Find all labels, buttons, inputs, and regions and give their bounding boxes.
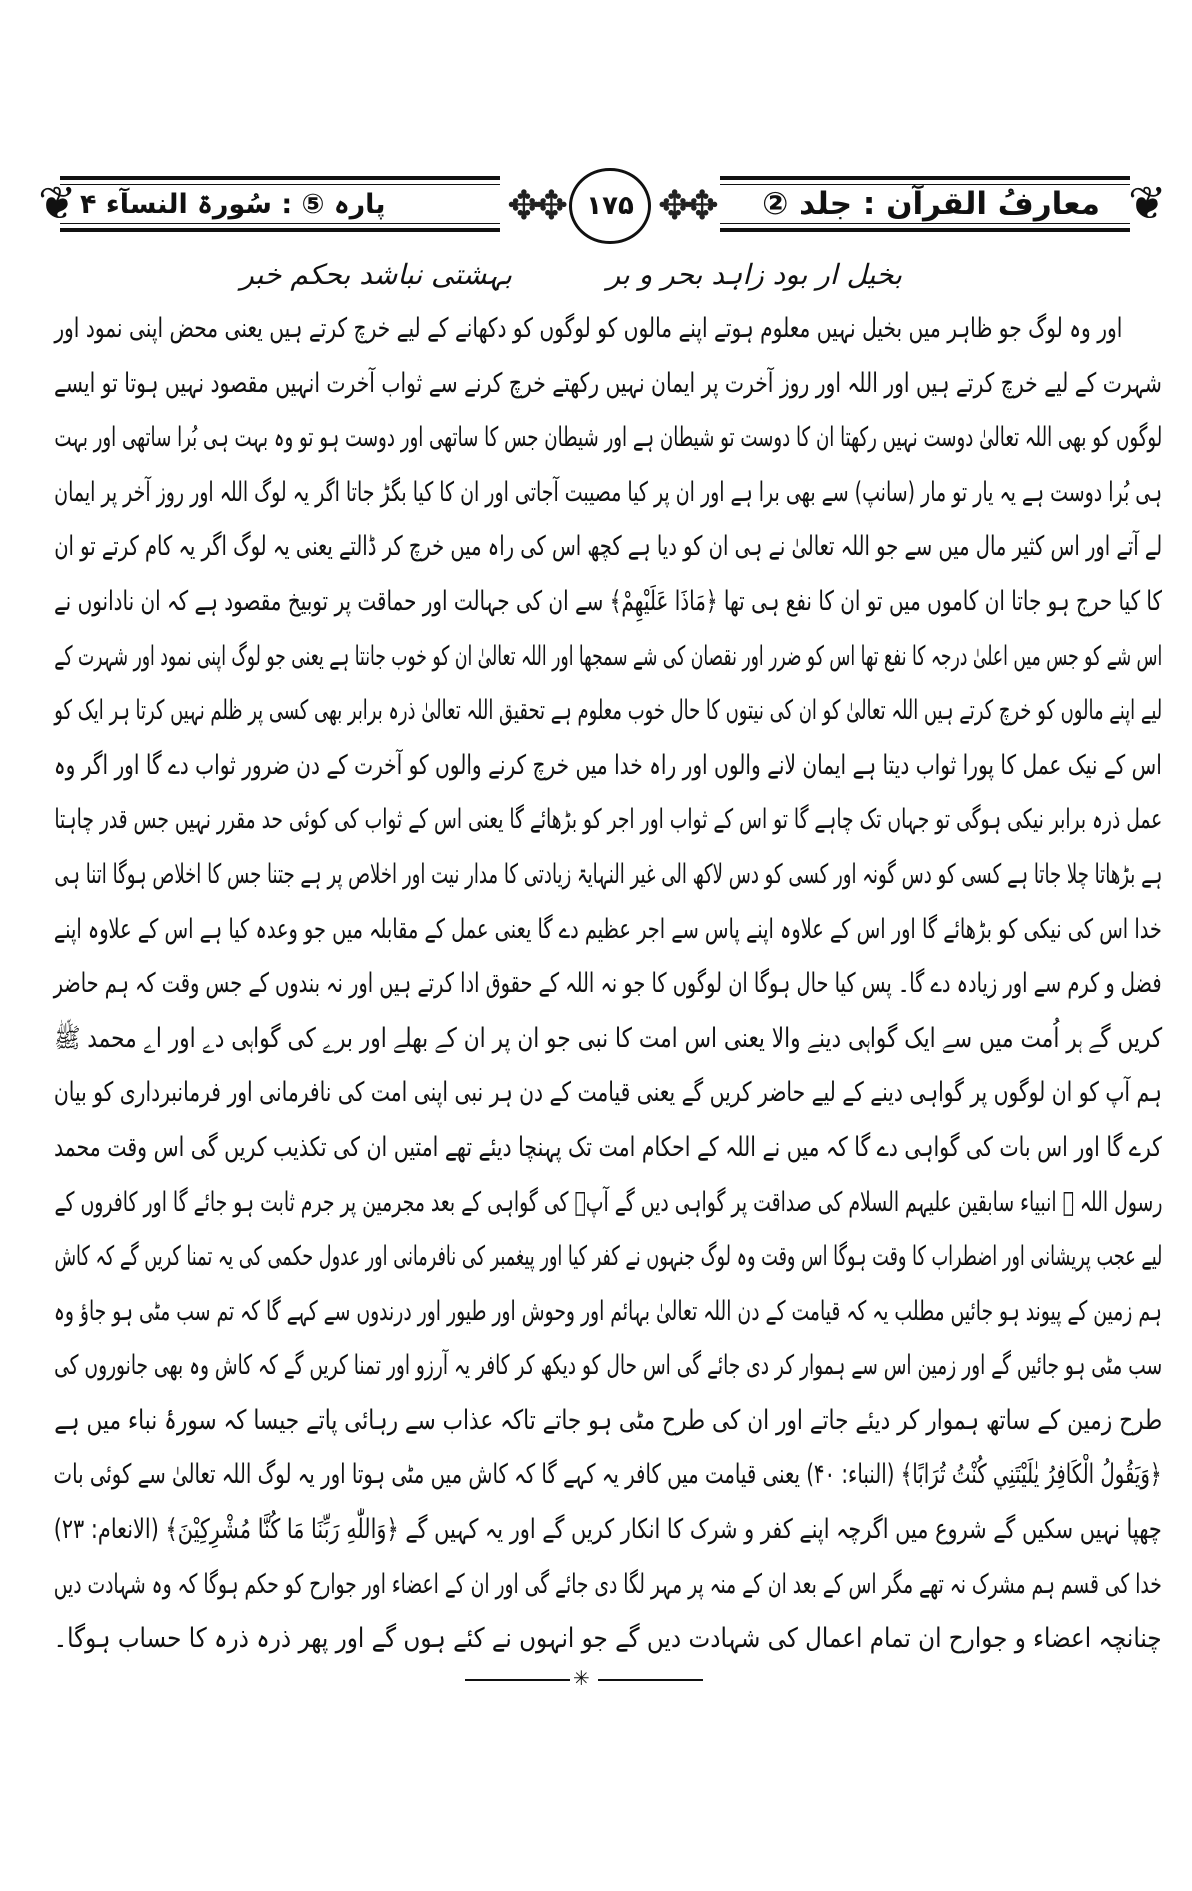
text-line-content: خدا اس کی نیکی کو بڑھائے گا اور اس کے علاوہ اپنے پاس سے اجر عظیم دے گا یعنی عمل کے مقابلہ میں جو وعدہ کیا ہے اس کے علاوہ اپنے [54, 913, 1162, 945]
body-text [54, 302, 1162, 1667]
text-line-content: کریں گے ہر اُمت میں سے ایک گواہی دینے والا یعنی اس امت کا نبی جو ان پر ان کے بھلے اور برے کی گواہی دے اور اے محمد ﷺ [54, 1022, 1162, 1054]
text-line [54, 575, 1162, 630]
text-line-content: کرے گا اور اس بات کی گواہی دے گا کہ میں نے اللہ کے احکام امت تک پہنچا دیئے تھے امتیں ان کی تکذیب کریں گی اس وقت محمد [54, 1131, 1162, 1163]
text-line-content: طرح زمین کے ساتھ ہموار کر دیئے جاتے اور ان کی طرح مٹی ہو جاتے تاکہ عذاب سے رہائی پاتے جیسا کہ سورۂ نباء میں ہے [54, 1404, 1162, 1436]
text-line [54, 357, 1162, 412]
text-line-content: چنانچہ اعضاء و جوارح ان تمام اعمال کی شہادت دیں گے جو انہوں نے کئے ہوں گے اور پھر ذرہ ذرہ کا حساب ہوگا۔ [54, 1623, 1162, 1655]
poetry-hemistich-1: بخیل ار بود زاہد بحر و بر [606, 258, 902, 291]
text-line-content: اور وہ لوگ جو ظاہر میں بخیل نہیں معلوم ہوتے اپنے مالوں کو لوگوں کو دکھانے کے لیے خرچ کرتے ہیں یعنی محض اپنی نمود اور [54, 313, 1122, 344]
text-line-content: لیے عجب پریشانی اور اضطراب کا وقت ہوگا اس وقت وہ لوگ جنہوں نے کفر کیا اور پیغمبر کی نافرمانی اور عدول حکمی کی یہ تمنا کریں گے کہ کاش [54, 1241, 1162, 1273]
poetry-hemistich-2: بہشتی نباشد بحکم خبر [240, 258, 512, 291]
text-line [54, 1176, 1162, 1231]
text-line [54, 1612, 1162, 1667]
text-line-content: لوگوں کو بھی اللہ تعالیٰ دوست نہیں رکھتا ان کا دوست تو شیطان ہے اور شیطان جس کا ساتھی اور دوست ہو تو وہ بہت ہی بُرا ساتھی اور بہت [54, 422, 1162, 454]
text-line-content: ﴿وَيَقُولُ الْكَافِرُ يٰلَيْتَنِي كُنْتُ تُرَابًا﴾ (النباء: ۴۰) یعنی قیامت میں کافر یہ کہے گا کہ کاش میں مٹی ہوتا اور یہ لوگ اللہ تعالیٰ سے کوئی بات [54, 1459, 1162, 1491]
header-section-label: پارہ ⑤ : سُورۃ النسآء ۴ [80, 188, 386, 220]
text-line [54, 1121, 1162, 1176]
text-line [54, 684, 1162, 739]
text-line-content: لے آتے اور اس کثیر مال میں سے جو اللہ تعالیٰ نے ہی ان کو دیا ہے کچھ اس کی راہ میں خرچ کر ڈالتے یعنی یہ لوگ اگر یہ کام کرتے تو ان [54, 531, 1162, 563]
header-left-ornament-icon: ❦ [38, 176, 77, 230]
text-line [54, 1285, 1162, 1340]
knot-ornament-icon: ✥✥ [507, 183, 563, 229]
text-line-content: کا کیا حرج ہو جاتا ان کاموں میں تو ان کا نفع ہی تھا ﴿مَاذَا عَلَيْهِمْ﴾ سے ان کی جہالت اور حماقت پر توبیخ مقصود ہے کہ ان نادانوں نے [54, 585, 1162, 617]
text-line [54, 302, 1162, 357]
text-line [54, 466, 1162, 521]
text-line [54, 739, 1162, 794]
text-line-content: ہے بڑھاتا چلا جاتا ہے کسی کو دس گونہ اور کسی کو دس لاکھ الی غیر النہایۃ زیادتی کا مدار نیت اور اخلاص پر ہے جتنا جس کا اخلاص ہوگا اتنا ہی [54, 858, 1162, 890]
text-line [54, 1012, 1162, 1067]
text-line-content: چھپا نہیں سکیں گے شروع میں اگرچہ اپنے کفر و شرک کا انکار کریں گے اور یہ کہیں گے ﴿وَاللّٰهِ رَبِّنَا مَا كُنَّا مُشْرِكِيْنَ﴾ (الانعام: ۲۳) [54, 1514, 1162, 1546]
text-line [54, 903, 1162, 958]
text-line [54, 1503, 1162, 1558]
text-line [54, 1066, 1162, 1121]
header-right-ornament-icon: ❦ [1128, 176, 1167, 230]
text-line-content: عمل ذرہ برابر نیکی ہوگی تو جہاں تک چاہے گا تو اس کے ثواب اور اجر کو بڑھائے گا یعنی اس کے ثواب کی کوئی حد مقرر نہیں جس قدر چاہتا [54, 804, 1162, 836]
text-line-content: ہم زمین کے پیوند ہو جائیں مطلب یہ کہ قیامت کے دن اللہ تعالیٰ بہائم اور وحوش اور طیور اور درندوں سے کہے گا کہ تم سب مٹی ہو جاؤ وہ [54, 1295, 1162, 1327]
text-line-content: ہم آپ کو ان لوگوں پر گواہی دینے کے لیے حاضر کریں گے یعنی قیامت کے دن ہر نبی اپنی امت کی نافرمانی اور فرمانبرداری کو بیان [54, 1077, 1162, 1109]
text-line [54, 957, 1162, 1012]
text-line-content: رسول اللہ ﷺ انبیاء سابقین علیہم السلام کی صداقت پر گواہی دیں گے آپؐ کی گواہی کے بعد مجرمین پر جرم ثابت ہو جائے گا اور کافروں کے [54, 1186, 1162, 1218]
header-title-box [720, 176, 1130, 232]
section-separator [465, 1666, 703, 1690]
text-line [54, 1230, 1162, 1285]
knot-ornament-icon: ✥✥ [657, 183, 713, 229]
text-line [54, 848, 1162, 903]
text-line-content: اس شے کو جس میں اعلیٰ درجہ کا نفع تھا اس کو ضرر اور نقصان کی شے سمجھا اور اللہ تعالیٰ ان کو خوب جانتا ہے یعنی جو لوگ اپنی نمود اور شہرت کے [54, 640, 1162, 672]
text-line [54, 793, 1162, 848]
asterisk-ornament-icon: ✳ [573, 1666, 590, 1690]
text-line-content: لیے اپنے مالوں کو خرچ کرتے ہیں اللہ تعالیٰ کو ان کی نیتوں کا حال خوب معلوم ہے تحقیق اللہ تعالیٰ ذرہ برابر بھی کسی پر ظلم نہیں کرتا ہر ایک کو [54, 695, 1162, 727]
header-section-box [60, 176, 500, 232]
text-line-content: ہی بُرا دوست ہے یہ یار تو مار (سانپ) سے بھی برا ہے اور ان پر کیا مصیبت آجاتی اور ان کا کیا بگڑ جاتا اگر یہ لوگ اللہ اور روز آخر پر ایمان [54, 476, 1162, 508]
text-line [54, 1448, 1162, 1503]
text-line-content: اس کے نیک عمل کا پورا ثواب دیتا ہے ایمان لانے والوں اور راہ خدا میں خرچ کرنے والوں کو آخرت کے دن ضرور ثواب دے گا اور اگر وہ [54, 749, 1162, 781]
text-line [54, 520, 1162, 575]
text-line [54, 1394, 1162, 1449]
text-line [54, 1558, 1162, 1613]
text-line [54, 630, 1162, 685]
text-line [54, 411, 1162, 466]
text-line-content: خدا کی قسم ہم مشرک نہ تھے مگر اس کے بعد ان کے منہ پر مہر لگا دی جائے گی اور ان کے اعضاء اور جوارح کو حکم ہوگا کہ وہ شہادت دیں [54, 1568, 1162, 1600]
book-title: معارفُ القرآن : جلد ② [762, 186, 1100, 222]
header-center-ornament [500, 168, 720, 244]
text-line [54, 1339, 1162, 1394]
text-line-content: سب مٹی ہو جائیں گے اور زمین اس سے ہموار کر دی جائے گی اس حال کو دیکھ کر کافر یہ آرزو اور تمنا کریں گے کہ کاش وہ بھی جانوروں کی [54, 1350, 1162, 1382]
page-number: ۱۷۵ [569, 168, 650, 244]
text-line-content: شہرت کے لیے خرچ کرتے ہیں اور اللہ اور روز آخرت پر ایمان نہیں رکھتے خرچ کرنے سے ثواب آخرت انہیں مقصود نہیں ہوتا تو ایسے [54, 367, 1162, 399]
text-line-content: فضل و کرم سے اور زیادہ دے گا۔ پس کیا حال ہوگا ان لوگوں کا جو نہ اللہ کے حقوق ادا کرتے ہیں اور نہ بندوں کے جس وقت کہ ہم حاضر [54, 968, 1162, 1000]
